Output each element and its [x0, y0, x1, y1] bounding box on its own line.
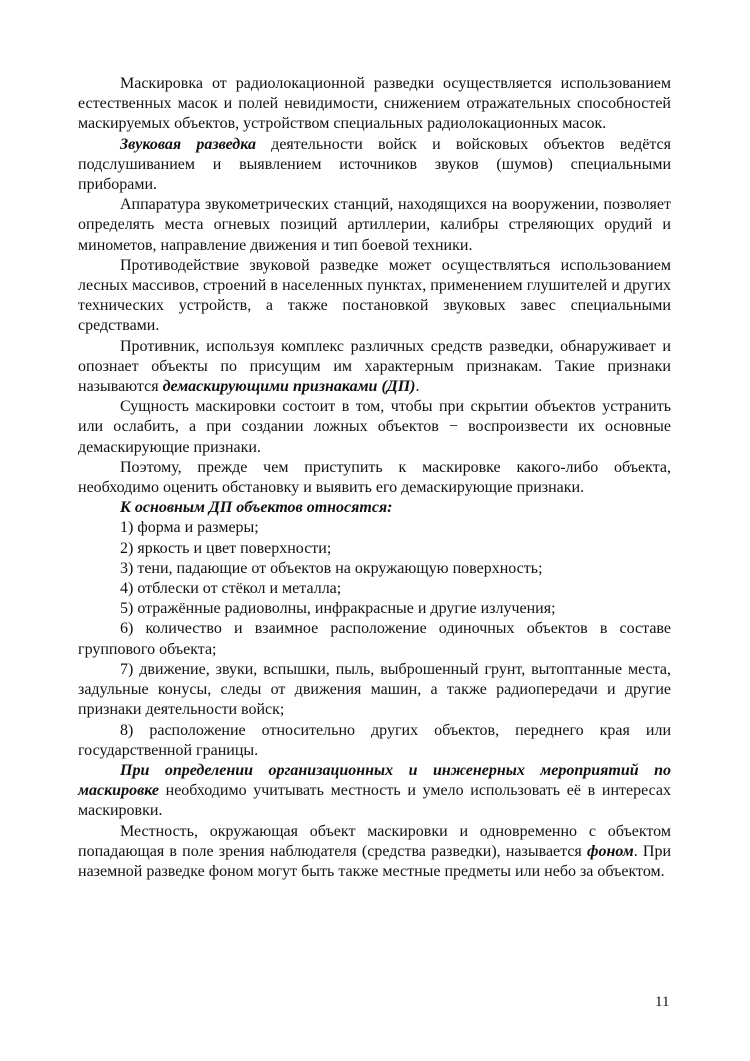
term-background: фоном — [587, 842, 634, 860]
list-item: 5) отражённые радиоволны, инфракрасные и другие излучения; — [120, 600, 556, 618]
list-item: 6) количество и взаимное расположение одиночных объектов в составе группового объекта; — [78, 620, 671, 658]
list-item: 1) форма и размеры; — [120, 519, 259, 537]
list-item: 4) отблески от стёкол и металла; — [120, 580, 342, 598]
paragraph-engineering-measures: При определении организационных и инженерных мероприятий по маскировке необходимо учитывать местность и умело использовать её в интересах маскировки. — [78, 761, 671, 820]
list-heading: К основным ДП объектов относятся: — [120, 499, 393, 517]
list-item: 3) тени, падающие от объектов на окружающую поверхность; — [120, 559, 543, 577]
list-item: 7) движение, звуки, вспышки, пыль, выброшенный грунт, вытоптанные места, задульные конусы, следы от движения машин, а также радиопередачи и другие признаки деятельности войск; — [78, 660, 671, 719]
paragraph-enemy-signs: Противник, используя комплекс различных средств разведки, обнаруживает и опознает объекты по присущим им характерным признакам. Такие признаки называются демаскирующими признаками (ДП). — [78, 337, 671, 396]
term-sound-reconnaissance: Звуковая разведка — [120, 135, 256, 153]
list-item: 2) яркость и цвет поверхности; — [120, 539, 332, 557]
paragraph-background: Местность, окружающая объект маскировки и одновременно с объектом попадающая в поле зрения наблюдателя (средства разведки), называется фоном. При наземной разведке фоном могут быть также местные предметы или небо за объектом. — [78, 822, 672, 880]
paragraph-sound-countermeasures: Противодействие звуковой разведке может осуществляться использованием лесных массивов, строений в населенных пунктах, применением глушителей и других технических устройств, а также постановкой звуковых завес специальными средствами. — [78, 256, 671, 335]
paragraph-sound-reconnaissance: Звуковая разведка деятельности войск и войсковых объектов ведётся подслушиванием и выявлением источников звуков (шумов) специальными приборами. — [78, 135, 672, 194]
paragraph-radar-masking: Маскировка от радиолокационной разведки осуществляется использованием естественных масок и полей невидимости, снижением отражательных способностей маскируемых объектов, устройством специальных радиолокационных масок. — [78, 75, 671, 133]
term-unmasking-signs: демаскирующими признаками (ДП) — [162, 378, 416, 396]
term-engineering-measures: При определении организационных и инженерных мероприятий по маскировке — [78, 761, 671, 800]
paragraph-sound-ranging-equipment: Аппаратура звукометрических станций, находящихся на вооружении, позволяет определять места огневых позиций артиллерии, калибры стреляющих орудий и минометов, направление движения и тип боевой техники. — [78, 196, 671, 254]
list-item: 8) расположение относительно других объектов, переднего края или государственной границы. — [78, 721, 671, 759]
body-text — [78, 74, 671, 882]
paragraph-assess-situation: Поэтому, прежде чем приступить к маскировке какого-либо объекта, необходимо оценить обстановку и выявить его демаскирующие признаки. — [78, 458, 671, 497]
page-number: 11 — [655, 994, 670, 1010]
paragraph-masking-essence: Сущность маскировки состоит в том, чтобы при скрытии объектов устранить или ослабить, а при создании ложных объектов − воспроизвести их основные демаскирующие признаки. — [78, 398, 671, 456]
